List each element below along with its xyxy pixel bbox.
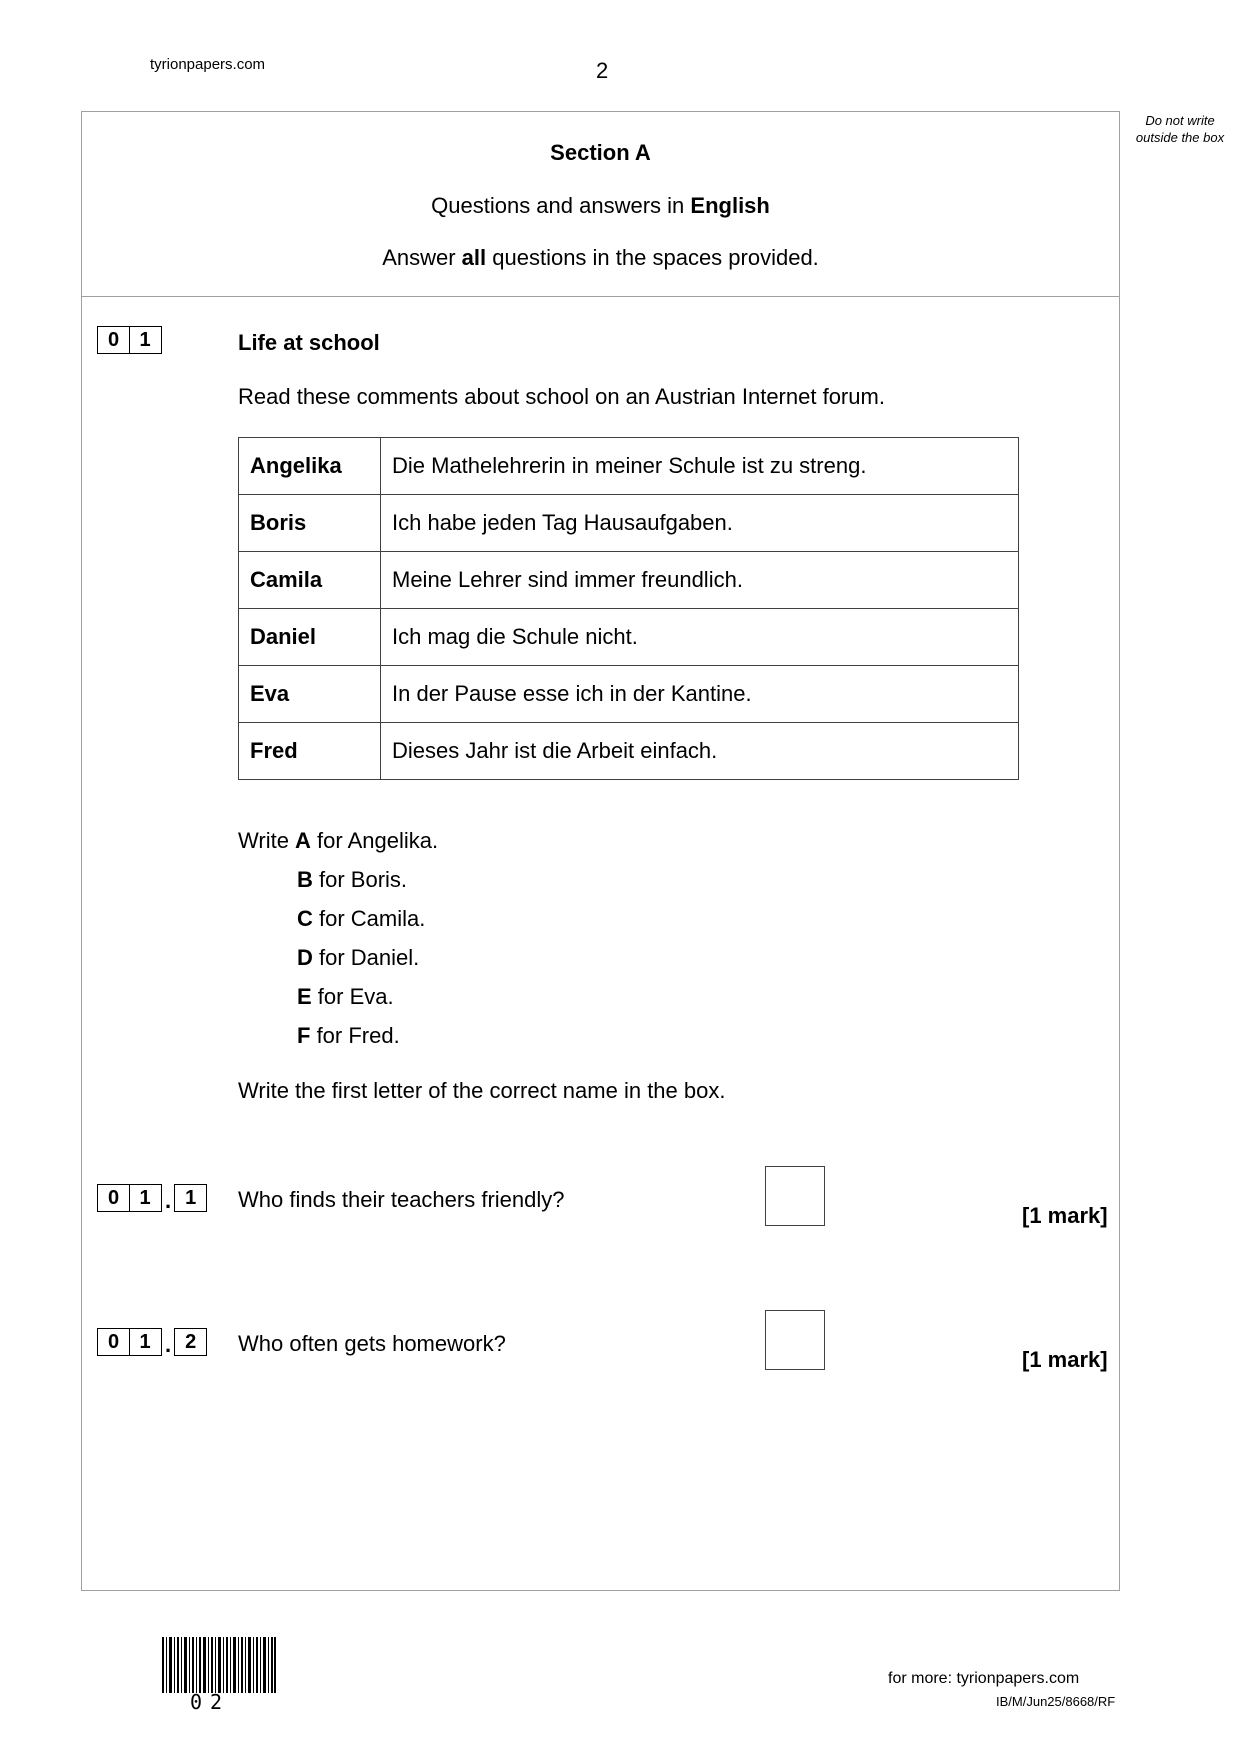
footer-link[interactable]: for more: tyrionpapers.com (888, 1670, 1080, 1687)
comment-text: Meine Lehrer sind immer freundlich. (381, 552, 1019, 609)
header-site-name: tyrionpapers.com (150, 56, 266, 73)
comment-text: Ich habe jeden Tag Hausaufgaben. (381, 495, 1019, 552)
table-row (239, 438, 1019, 495)
comment-name: Camila (239, 552, 381, 609)
question-intro: Read these comments about school on an Austrian Internet forum. (238, 384, 885, 409)
table-row (239, 666, 1019, 723)
option-item: B for Boris. (297, 867, 408, 892)
section-instruction: Answer all questions in the spaces provided. (382, 245, 819, 270)
option-item: D for Daniel. (297, 945, 420, 970)
option-item: F for Fred. (297, 1023, 400, 1048)
answer-box[interactable] (765, 1166, 825, 1226)
comment-text: Dieses Jahr ist die Arbeit einfach. (381, 723, 1019, 780)
mark-label: [1 mark] (1022, 1347, 1108, 1372)
question-number-01 (97, 326, 160, 354)
question-number-01-2 (97, 1328, 206, 1356)
answer-instruction: Write the first letter of the correct name in the box. (238, 1078, 726, 1103)
answer-frame (81, 111, 1120, 1591)
question-digit: 0 (97, 326, 130, 354)
option-item: C for Camila. (297, 906, 426, 931)
comment-name: Eva (239, 666, 381, 723)
question-digit: 2 (174, 1328, 207, 1356)
page-number: 2 (596, 58, 609, 83)
comment-text: Ich mag die Schule nicht. (381, 609, 1019, 666)
table-row (239, 723, 1019, 780)
mark-label: [1 mark] (1022, 1203, 1108, 1228)
answer-box[interactable] (765, 1310, 825, 1370)
section-subtitle: Questions and answers in English (431, 193, 770, 218)
option-item: E for Eva. (297, 984, 394, 1009)
barcode-icon (162, 1637, 276, 1693)
section-title: Section A (550, 140, 651, 165)
footer-code: IB/M/Jun25/8668/RF (996, 1694, 1116, 1709)
question-number-01-1 (97, 1184, 206, 1212)
comment-name: Boris (239, 495, 381, 552)
subquestion-text: Who often gets homework? (238, 1331, 506, 1356)
table-row (239, 495, 1019, 552)
table-row (239, 552, 1019, 609)
question-digit: 0 (97, 1328, 130, 1356)
question-dot: . (165, 1188, 172, 1213)
question-digit: 1 (129, 1184, 162, 1212)
option-item: Write A for Angelika. (238, 828, 439, 853)
comments-table (238, 437, 1019, 780)
section-divider (81, 296, 1120, 297)
comment-text: Die Mathelehrerin in meiner Schule ist zu streng. (381, 438, 1019, 495)
table-row (239, 609, 1019, 666)
question-digit: 1 (129, 1328, 162, 1356)
question-digit: 0 (97, 1184, 130, 1212)
margin-note: Do not write outside the box (1135, 113, 1225, 145)
comment-name: Fred (239, 723, 381, 780)
subquestion-text: Who finds their teachers friendly? (238, 1187, 565, 1212)
question-title: Life at school (238, 330, 380, 355)
question-digit: 1 (129, 326, 162, 354)
comment-name: Daniel (239, 609, 381, 666)
barcode-digits: 02 (190, 1690, 231, 1714)
question-dot: . (165, 1332, 172, 1357)
comment-text: In der Pause esse ich in der Kantine. (381, 666, 1019, 723)
question-digit: 1 (174, 1184, 207, 1212)
comment-name: Angelika (239, 438, 381, 495)
